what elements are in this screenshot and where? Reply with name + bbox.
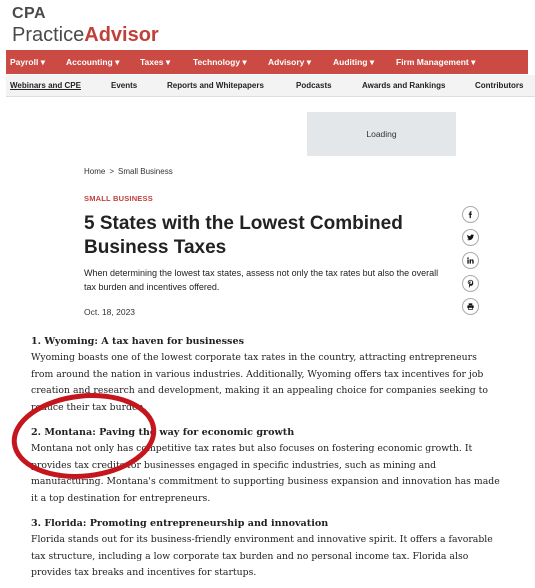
nav-item-awards[interactable]: Awards and Rankings	[362, 81, 446, 90]
nav-item-taxes[interactable]: Taxes ▾	[140, 57, 171, 67]
section-heading: 3. Florida: Promoting entrepreneurship and innovation	[31, 518, 329, 529]
breadcrumb-small-business[interactable]: Small Business	[118, 167, 173, 176]
breadcrumb	[84, 167, 173, 176]
nav-item-technology[interactable]: Technology ▾	[193, 57, 247, 67]
secondary-nav	[6, 75, 535, 97]
nav-item-payroll[interactable]: Payroll ▾	[10, 57, 45, 67]
article-date: Oct. 18, 2023	[84, 307, 136, 317]
facebook-icon	[466, 210, 475, 219]
share-twitter-button[interactable]	[462, 229, 479, 246]
logo-advisor: Advisor	[84, 24, 159, 46]
article-section-montana	[31, 425, 501, 507]
share-linkedin-button[interactable]	[462, 252, 479, 269]
nav-item-podcasts[interactable]: Podcasts	[296, 81, 332, 90]
share-bar	[462, 206, 480, 321]
linkedin-icon	[466, 256, 475, 265]
logo-practice: Practice	[12, 24, 85, 46]
primary-nav	[6, 50, 528, 74]
ad-loading-text: Loading	[366, 129, 397, 139]
pinterest-icon	[466, 279, 475, 288]
article-section-florida	[31, 516, 501, 582]
nav-item-auditing[interactable]: Auditing ▾	[333, 57, 375, 67]
nav-item-webinars[interactable]: Webinars and CPE	[10, 81, 81, 90]
article-title: 5 States with the Lowest Combined Business Taxes	[84, 213, 403, 258]
logo-practice-advisor	[12, 25, 159, 45]
share-facebook-button[interactable]	[462, 206, 479, 223]
nav-item-events[interactable]: Events	[111, 81, 138, 90]
nav-item-advisory[interactable]: Advisory ▾	[268, 57, 312, 67]
breadcrumb-separator: >	[109, 167, 115, 176]
nav-item-accounting[interactable]: Accounting ▾	[66, 57, 120, 67]
article-deck: When determining the lowest tax states, assess not only the tax rates but also the overall tax burden and incentives offered.	[84, 268, 439, 292]
nav-item-contributors[interactable]: Contributors	[475, 81, 524, 90]
article-body	[31, 334, 501, 588]
logo-cpa: CPA	[12, 5, 47, 22]
section-heading: 2. Montana: Paving the way for economic growth	[31, 427, 295, 438]
ad-placeholder	[307, 112, 456, 156]
section-heading: 1. Wyoming: A tax haven for businesses	[31, 336, 244, 347]
print-icon	[466, 302, 475, 311]
section-paragraph: Montana not only has competitive tax rates but also focuses on fostering economic growth. It provides tax credits for businesses engaged in specific industries, such as mining and manufacturing. Montana's commitment to supporting business expansion and innovation has made it a top destination for entrepreneurs.	[31, 443, 500, 504]
nav-item-firm-management[interactable]: Firm Management ▾	[396, 57, 476, 67]
article-section-wyoming	[31, 334, 501, 416]
print-button[interactable]	[462, 298, 479, 315]
section-paragraph: Wyoming boasts one of the lowest corporate tax rates in the country, attracting entrepreneurs from around the nation in various industries. Additionally, Wyoming offers tax incentives for job creation and research and development, making it an appealing choice for companies seeking to reduce their tax burden.	[31, 352, 488, 413]
nav-item-reports[interactable]: Reports and Whitepapers	[167, 81, 264, 90]
section-paragraph: Florida stands out for its business-friendly environment and innovative spirit. It offers a favorable tax structure, including a low corporate tax burden and no personal income tax. Florida also provides tax breaks and incentives for startups.	[31, 534, 493, 578]
site-logo[interactable]	[12, 6, 159, 45]
article-category[interactable]: SMALL BUSINESS	[84, 194, 153, 203]
breadcrumb-home[interactable]: Home	[84, 167, 106, 176]
twitter-icon	[466, 233, 475, 242]
share-pinterest-button[interactable]	[462, 275, 479, 292]
